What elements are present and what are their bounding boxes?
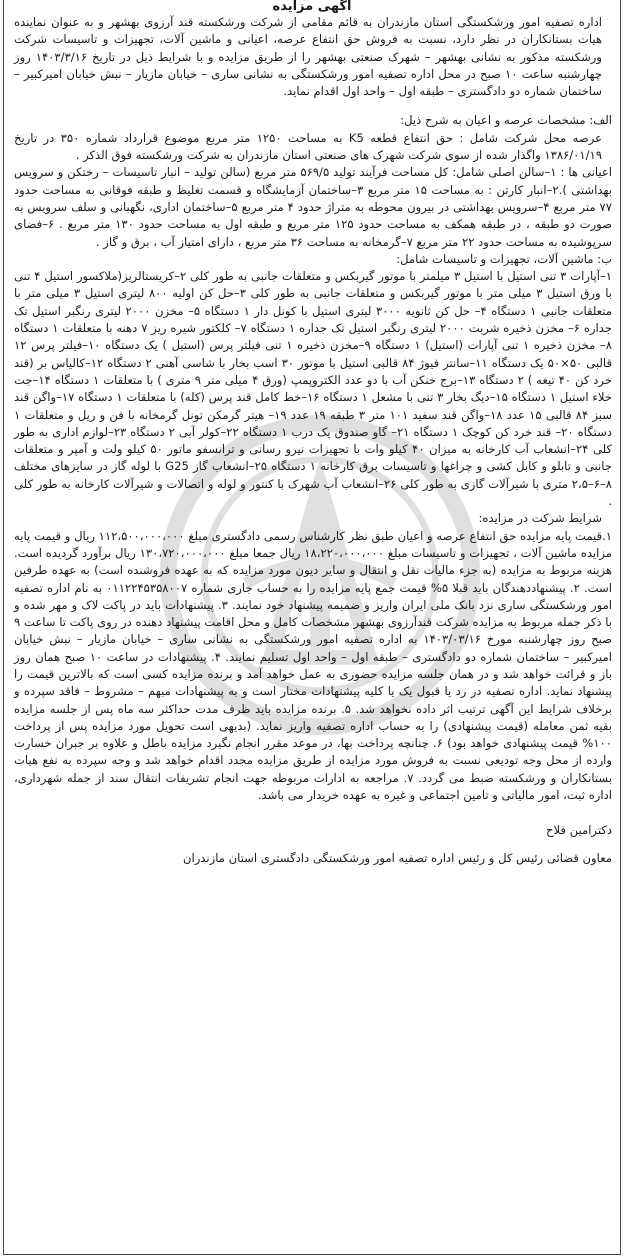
section-a-land-paragraph: عرصه محل شرکت شامل : حق انتفاع قطعه K5 به مساحت ۱۲۵۰ متر مربع موضوع قرارداد شماره ۳۵۰ در تاریخ ۱۳۸۶/۰۱/۱۹ واگذار شده از سوی شرکت شهرک های صنعتی استان مازندران به شرکت ورشکسته فوق الذکر . [14, 130, 603, 163]
signature-block [6, 822, 618, 867]
conditions-paragraph: ۱.قیمت پایه مزایده حق انتفاع عرصه و اعیان طبق نظر کارشناس رسمی دادگستری مبلغ ۱۱۲،۵۰۰،۰۰۰،۰۰۰ ریال و قیمت پایه مزایده ماشین آلات ، تجهیزات و تاسیسات مبلغ ۱۸،۲۲۰،۰۰۰،۰۰۰ ریال جمعا مبلغ ۱۳۰،۷۲۰،۰۰۰،۰۰۰ ریال برآورد گردیده است. هزینه مربوط به مزایده (به جزء مالیات نقل و انتقال و سایر دیون مورد مزایده که به عهده فروشنده است) به عهده طرفین است. ۲. پیشنهاددهندگان باید قبلا ۵% قیمت جمع پایه مزایده را به حساب جاری شماره ۰۱۱۲۲۴۵۳۵۸۰۰۷ به نام اداره تصفیه امور ورشکستگی ساری نزد بانک ملی ایران واریز و ضمیمه پیشنهاد خود نمایند. ۳. پیشنهادات باید در پاکت لاک و مهر شده و با ذکر جمله مربوط به مزایده شرکت قندآرزوی بهشهر مشخصات کامل و محل اقامت پیشنهاد دهنده در روی پاکت تا ساعت ۹ صبح روز چهارشنبه مورخ ۱۴۰۳/۰۳/۱۶ به اداره تصفیه امور ورشکستگی به نشانی ساری – خیابان مازیار – نبش خیابان امیرکبیر – ساختمان شماره دو دادگستری – طبقه اول – واحد اول تسلیم نمایند. ۴. پیشنهادات در ساعت ۱۰ صبح همان روز باز و قرائت خواهد شد و در همان جلسه مزایده حضوری به عمل خواهد آمد و برنده مزایده کسی است که بالاترین قیمت را پیشنهاد نماید. اداره تصفیه در رد یا قبول یک یا کلیه پیشنهادات مختار است و به پیشنهادات مبهم – مشروط – فاقد سپرده و برخلاف شرایط این آگهی ترتیب اثر داده نخواهد شد. ۵. برنده مزایده باید ظرف مدت حداکثر سه ماه پس از جلسه مزایده بقیه ثمن معامله (قیمت پیشنهادی) را به حساب اداره تصفیه واریز نماید. (بدیهی است تحویل مورد مزایده پس از پرداخت ۱۰۰% قیمت پیشنهادی خواهد بود) ۶. چنانچه پرداخت بها، در موعد مقرر انجام نگیرد مزایده باطل و علاوه بر جبران خسارت وارده از محل وجه تودیعی نسبت به فروش مورد مزایده از طریق مزایده مجدد اقدام خواهد شد و وجه سپرده به نفع هیات بستانکاران و ورشکسته ضبط می گردد. ۷. مراجعه به ادارات مربوطه جهت انجام تشریفات انتقال سند از جمله شهرداری، اداره ثبت، امور مالیاتی و تامین اجتماعی و غیره به عهده خریدار می باشد. [14, 528, 613, 803]
section-b-heading: ب: ماشین آلات، تجهیزات و تاسیسات شامل: [396, 251, 612, 266]
conditions-heading: شرایط شرکت در مزایده: [478, 511, 602, 526]
notice-body [6, 14, 618, 804]
section-a-heading: الف: مشخصات عرصه و اعیان به شرح ذیل: [400, 113, 612, 128]
signer-role: معاون قضائی رئیس کل و رئیس اداره تصفیه امور ورشکستگی دادگستری استان مازندران [182, 850, 612, 865]
intro-paragraph: اداره تصفیه امور ورشکستگی استان مازندران به قائم مقامی از شرکت ورشکسته قند آرزوی بهشهر و به عنوان نماینده هیات بستانکاران در نظر دارد، نسبت به فروش حق انتفاع عرصه، اعیانی و ماشین آلات، تجهیزات و تاسیسات شرکت ورشکسته مذکور به نشانی بهشهر – شهرک صنعتی بهشهر را از طریق مزایده و با شرایط ذیل در تاریخ ۱۴۰۳/۳/۱۶ روز چهارشنبه ساعت ۱۰ صبح در محل اداره تصفیه امور ورشکستگی به نشانی ساری – خیابان مازیار – نبش خیابان امیرکبیر – ساختمان شماره دو دادگستری – طبقه اول – واحد اول اقدام نماید. [14, 15, 602, 99]
section-a-buildings-paragraph: اعیانی ها : ۱–سالن اصلی شامل: کل مساحت فرآیند تولید ۵۶۹/۵ متر مربع (سالن تولید – انبار تاسیسات – رختکن و سرویس بهداشتی ).۲–انبار کارتن : به مساحت ۱۵ متر مربع ۳–ساختمان آزمایشگاه و قسمت تغلیظ و طبقه فوقانی به مساحت حدود ۷۷ متر مربع ۴–سرویس بهداشتی در بیرون محوطه به متراژ حدود ۴ متر مربع ۵–ساختمان اداری، نگهبانی و سلف سرویس به صورت دو طبقه ، در طبقه همکف به مساحت حدود ۱۲۵ متر مربع و طبقه اول به مساحت حدود ۱۳۰ متر مربع . ۶–فضای سرپوشیده به مساحت حدود ۲۲ متر مربع ۷–گرمخانه به مساحت ۳۶ متر مربع ، دارای امتیاز آب ، برق و گاز . [14, 165, 613, 249]
notice-title: آگهی مزایده [272, 0, 352, 14]
section-b-items-paragraph: ۱–آپارات ۳ تنی استیل با استیل ۳ میلمتر با موتور گیربکس و متعلقات جانبی به طور کلی ۲–کریستالریز(ملاکسور استیل ۴ تنی با ورق استیل ۳ میلی متر با موتور گیربکس و متعلقات جانبی به طور کلی ۳–حل کن اولیه ۸۰۰ لیتری استیل ۳ میلی متر با متعلقات جانبی ۱ دستگاه ۴– حل کن ثانویه ۳۰۰۰ لیتری استیل با کونل دار ۱ دستگاه ۵– مخزن ۲۰۰۰ لیتری رنگبر استیل تک جداره ۶– مخزن ذخیره شربت ۲۰۰۰ لیتری رنگبر استیل تک جداره ۱ دستگاه ۷– کلکتور شیره ریز ۷ دهنه با متعلقات ۱ دستگاه ۸– مخزن ذخیره ۱ تنی آپارات (استیل) ۱ دستگاه ۹–مخزن ذخیره ۱ تنی فیلتر پرس (استیل ) یک دستگاه ۱۰–فیلتر پرس ۱۲ قالبی ۵۰×۵۰ یک دستگاه ۱۱–سانتر فیوژ ۸۴ قالبی استیل با موتور ۳۰ اسب بخار با شاسی آهنی ۲ دستگاه ۱۲–کالیاس بر (قند خرد کن ۴۰ تیغه ) ۲ دستگاه ۱۳–برج خنکن آب با دو عدد الکتروپمپ (ورق ۴ میلی متر ۹ متری ) با متعلقات ۱ دستگاه ۱۴–جت خلاء استیل ۱ دستگاه ۱۵–دیگ بخار ۳ تنی با مشعل ۱ دستگاه ۱۶–خط کامل قند پرس (کله) با متعلقات ۱ دستگاه ۱۷–واگن قند سبز ۸۴ قالبی ۱۵ عدد ۱۸–واگن قند سفید ۱۰۱ متر ۳ طبقه ۱۹ عدد ۱۹– هیتر گرمکن تونل گرمخانه با فن و ریل و متعلقات ۱ دستگاه ۲۰– قند خرد کن کوچک ۱ دستگاه ۲۱– گاو صندوق یک درب ۱ دستگاه ۲۲–کولر آبی ۲ دستگاه ۲۳–لوازم اداری به طور کلی ۲۴–انشعاب آب کارخانه به میزان ۴۰ کیلو وات با تجهیزات نیرو رسانی و ترانسفو ماتور ۵۰ کیلو ولت و آمپر و متعلقات جانبی و تابلو و کابل کشی و چراغها و تاسیسات برق کارخانه ۱ دستگاه ۲۵–انشعاب گاز G25 با لوله گاز در سایزهای مختلف ۸–۶–۲،۵ متری با شیرآلات گازی به طور کلی ۲۶–انشعاب آب شهرک با کنتور و لوله و اتصالات و شیرآلات کارخانه به طور کلی . [14, 269, 613, 509]
signer-name: دکترامین فلاح [546, 823, 612, 838]
